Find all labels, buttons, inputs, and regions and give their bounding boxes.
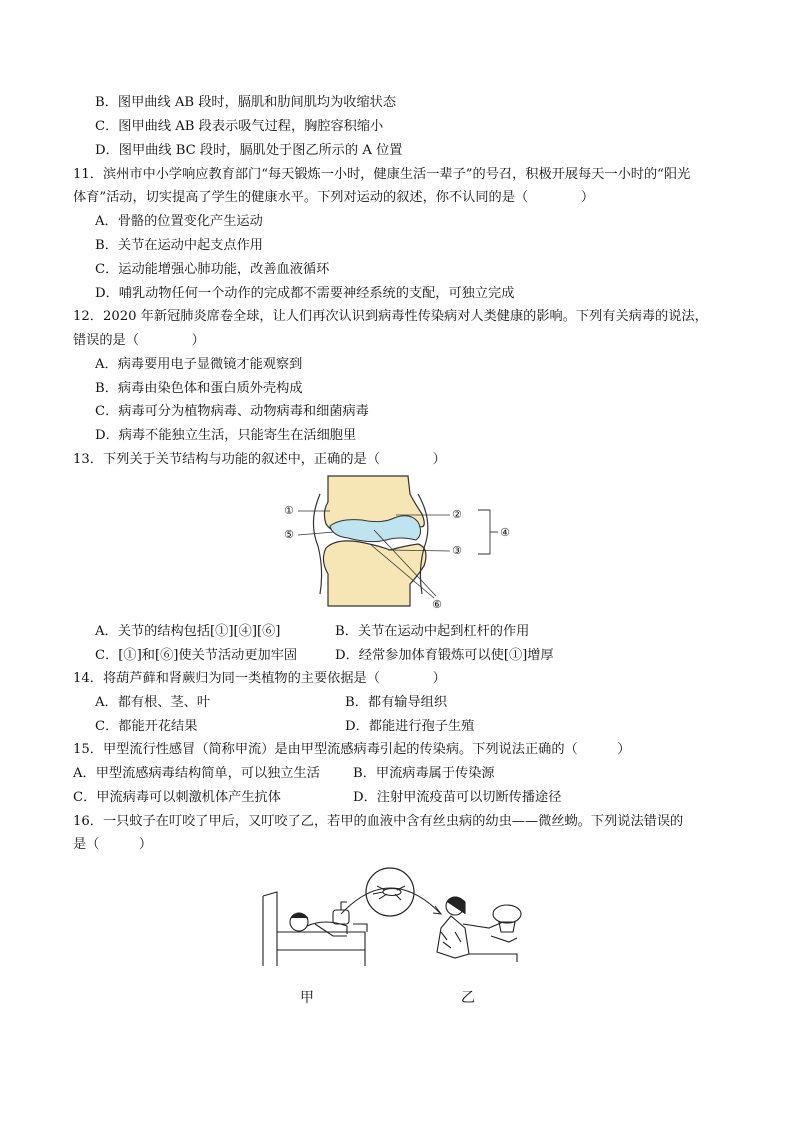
label-2: ② xyxy=(452,508,462,521)
caption-yi: 乙 xyxy=(461,990,475,1006)
q16-stem-line1: 16．一只蚊子在叮咬了甲后，又叮咬了乙，若甲的血液中含有丝虫病的幼虫——微丝蚴。下列说法错误的 xyxy=(73,814,684,829)
q11-option-b: B．关节在运动中起支点作用 xyxy=(95,238,263,253)
q11-option-c: C．运动能增强心肺功能，改善血液循环 xyxy=(95,262,330,277)
q12-stem-line1: 12．2020 年新冠肺炎席卷全球，让人们再次认识到病毒性传染病对人类健康的影响。下列有关病毒的说法， xyxy=(73,309,708,324)
q12-option-c: C．病毒可分为植物病毒、动物病毒和细菌病毒 xyxy=(95,404,369,419)
q12-option-b: B．病毒由染色体和蛋白质外壳构成 xyxy=(95,381,303,396)
joint-capsule xyxy=(313,494,321,594)
q14-option-c: C．都能开花结果 xyxy=(95,719,198,734)
prev-option-d: D．图甲曲线 BC 段时，膈肌处于图乙所示的 A 位置 xyxy=(95,143,403,158)
q14-option-a: A．都有根、茎、叶 xyxy=(95,695,211,710)
q12-stem-line2: 错误的是（ ） xyxy=(73,333,205,348)
mosquito-circle xyxy=(366,868,414,916)
q14-option-b: B．都有输导组织 xyxy=(345,695,448,710)
person-yi xyxy=(437,897,521,962)
q11-stem-line1: 11．滨州市中小学响应教育部门“每天锻炼一小时，健康生活一辈子”的号召，积极开展每天一小时的“阳光 xyxy=(73,167,691,182)
q15-option-c: C．甲流病毒可以刺激机体产生抗体 xyxy=(73,790,281,805)
label-5: ⑤ xyxy=(284,528,294,541)
q12-option-a: A．病毒要用电子显微镜才能观察到 xyxy=(95,357,303,372)
label-4: ④ xyxy=(500,526,510,539)
label-1: ① xyxy=(284,504,294,517)
joint-diagram xyxy=(278,474,528,614)
q11-stem-line2: 体育”活动，切实提高了学生的健康水平。下列对运动的叙述，你不认同的是（ ） xyxy=(73,190,595,205)
q16-stem-line2: 是（ ） xyxy=(73,837,153,852)
prev-option-c: C．图甲曲线 AB 段表示吸气过程，胸腔容积缩小 xyxy=(95,119,384,134)
q13-option-b: B．关节在运动中起到杠杆的作用 xyxy=(335,624,530,639)
q12-option-d: D．病毒不能独立生活，只能寄生在活细胞里 xyxy=(95,428,357,443)
q11-option-a: A．骨骼的位置变化产生运动 xyxy=(95,214,263,229)
q13-stem: 13．下列关于关节结构与功能的叙述中，正确的是（ ） xyxy=(73,452,446,467)
q15-option-d: D．注射甲流疫苗可以切断传播途径 xyxy=(353,790,562,805)
q13-option-a: A．关节的结构包括[①][④][⑥] xyxy=(95,624,281,639)
q15-option-b: B．甲流病毒属于传染源 xyxy=(353,766,495,781)
q13-option-d: D．经常参加体育锻炼可以使[①]增厚 xyxy=(335,648,554,663)
mosquito-illustration xyxy=(255,862,530,982)
q15-stem: 15．甲型流行性感冒（简称甲流）是由甲型流感病毒引起的传染病。下列说法正确的（ ） xyxy=(73,742,631,757)
q14-stem: 14．将葫芦藓和肾蕨归为同一类植物的主要依据是（ ） xyxy=(73,671,446,686)
q13-option-c: C．[①]和[⑥]使关节活动更加牢固 xyxy=(95,648,298,663)
q14-option-d: D．都能进行孢子生殖 xyxy=(345,719,475,734)
prev-option-b: B．图甲曲线 AB 段时，膈肌和肋间肌均为收缩状态 xyxy=(95,95,397,110)
label-3: ③ xyxy=(452,544,462,557)
patient-jia xyxy=(263,892,367,966)
caption-jia: 甲 xyxy=(300,990,314,1006)
transmission-arc xyxy=(341,888,441,914)
q11-option-d: D．哺乳动物任何一个动作的完成都不需要神经系统的支配，可独立完成 xyxy=(95,286,515,301)
q15-option-a: A．甲型流感病毒结构简单，可以独立生活 xyxy=(73,766,320,781)
label-6: ⑥ xyxy=(432,598,442,611)
